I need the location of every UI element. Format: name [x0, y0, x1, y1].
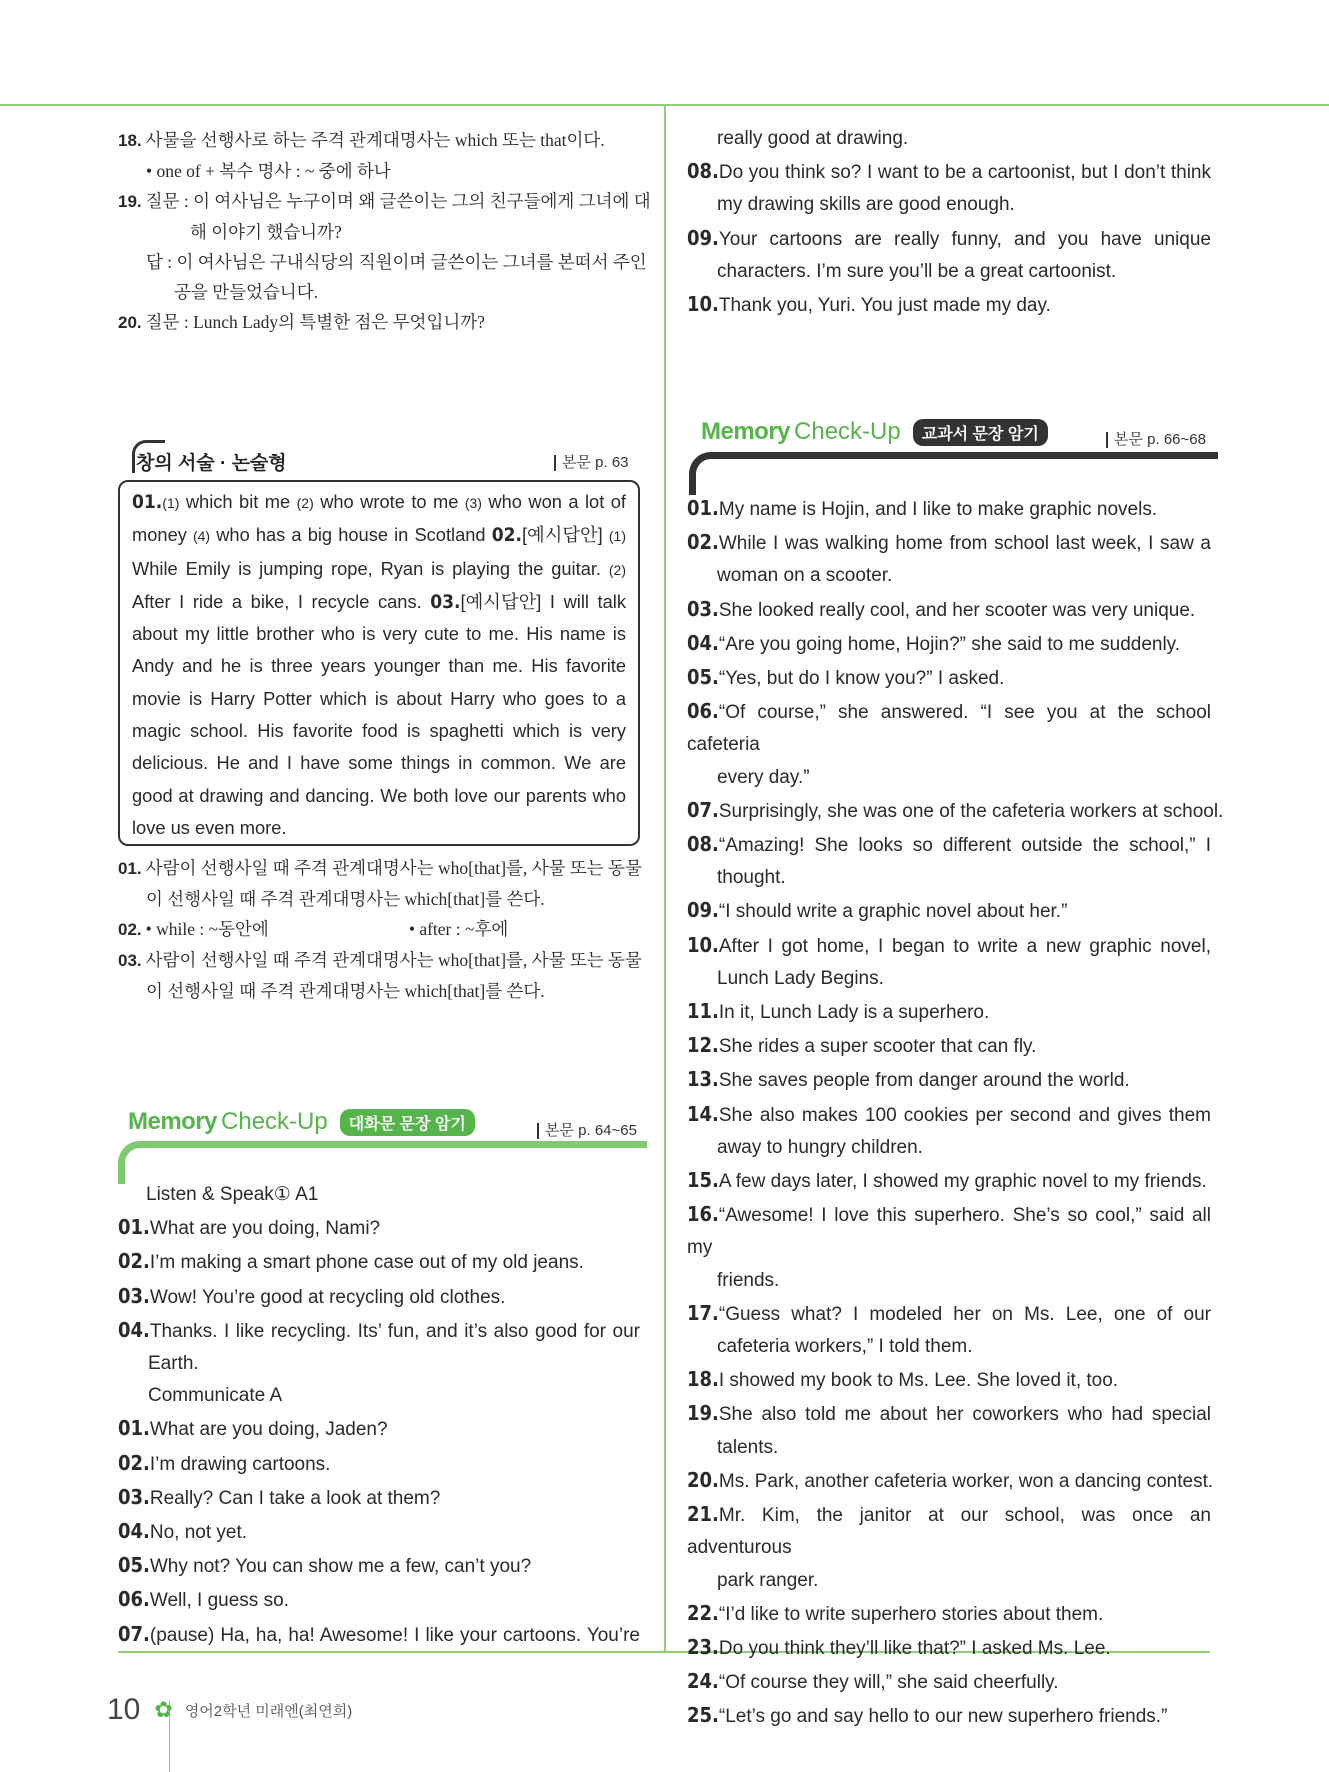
explanation-text: • while : ~동안에	[145, 919, 269, 939]
checkup-label: Check-Up	[221, 1108, 328, 1135]
checkup-label: Check-Up	[794, 418, 901, 445]
sentence-text: She rides a super scooter that can fly.	[718, 1036, 1037, 1058]
sentence-line	[687, 256, 1211, 288]
explanation-text: • after : ~후에	[408, 919, 509, 939]
answer-part: who wrote to me	[313, 491, 465, 512]
sub-number: (2)	[296, 495, 314, 511]
sentence-line	[118, 1211, 640, 1245]
sentence-line	[687, 762, 1211, 794]
sentence-text: “I should write a graphic novel about her.”	[718, 901, 1068, 923]
sentence-line	[687, 995, 1211, 1029]
sentence-text: Really? Can I take a look at them?	[149, 1487, 441, 1509]
sentence-text: “Guess what? I modeled her on Ms. Lee, one of our	[718, 1303, 1211, 1325]
sentence-number: 19.	[687, 1401, 719, 1426]
explanation-text: 사람이 선행사일 때 주격 관계대명사는 who[that]를, 사물 또는 동물	[145, 858, 642, 878]
sentence-line	[687, 1498, 1211, 1564]
sentence-line	[118, 1447, 640, 1481]
sentence-text: What are you doing, Jaden?	[149, 1419, 388, 1441]
sentence-text: Thanks. I like recycling. Its’ fun, and it’s also good for our	[149, 1320, 640, 1342]
left-mid-explanations	[118, 853, 648, 1006]
sentence-number: 04.	[687, 630, 719, 655]
explanation-line	[118, 217, 648, 247]
explanation-line	[118, 884, 648, 914]
answer-number: 03.	[430, 590, 461, 613]
sentence-number: 01.	[687, 496, 719, 520]
dialog-section-badge: 대화문 문장 암기	[340, 1109, 475, 1136]
item-number: 18.	[118, 131, 142, 150]
item-number: 01.	[118, 859, 142, 878]
item-number: 20.	[118, 313, 142, 332]
sentence-text: “Amazing! She looks so different outside the school,” I	[718, 835, 1211, 857]
sentence-line	[687, 222, 1211, 256]
sentence-line	[118, 1583, 640, 1617]
sentence-text: I’m drawing cartoons.	[149, 1453, 331, 1475]
sentence-text: away to hungry children.	[717, 1136, 923, 1158]
explanation-text: 질문 : 이 여사님은 누구이며 왜 글쓴이는 그의 친구들에게 그녀에 대	[145, 191, 651, 211]
sentence-line	[687, 288, 1211, 322]
sentence-line	[687, 1565, 1211, 1597]
sentence-line	[118, 1245, 640, 1279]
sentence-number: 12.	[687, 1033, 719, 1058]
sentence-line	[687, 492, 1211, 526]
column-divider	[664, 104, 666, 1652]
sentence-text: I’m making a smart phone case out of my old jeans.	[149, 1252, 584, 1274]
sentence-line	[118, 1179, 640, 1211]
right-top-lines	[687, 123, 1211, 322]
sentence-line	[687, 862, 1211, 894]
sentence-number: 05.	[118, 1553, 150, 1578]
sentence-number: 02.	[118, 1249, 150, 1274]
sentence-number: 25.	[687, 1703, 719, 1728]
sentence-line	[118, 1314, 640, 1348]
sentence-line	[687, 560, 1211, 592]
sentence-text: She also told me about her coworkers who had special	[718, 1404, 1211, 1426]
sentence-text: woman on a scooter.	[717, 565, 893, 587]
sentence-number: 09.	[687, 225, 719, 250]
answer-part: I will talk about my little brother who is very cute to me. His name is Andy and he is three years younger than me. His favorite movie is Harry Potter which is about Harry who goes to a magic school. His favorite food is spaghetti which is very delicious. He and I have some things in common. We are good at drawing and dancing. We both love our parents who love us even more.	[132, 590, 626, 838]
sentence-line	[687, 1464, 1214, 1498]
sentence-line	[687, 1098, 1211, 1132]
textbook-section-badge: 교과서 문장 암기	[913, 419, 1048, 446]
sentence-text: “Of course they will,” she said cheerfully.	[718, 1672, 1059, 1694]
sentence-number: 08.	[687, 832, 719, 857]
sentence-line	[687, 1331, 1211, 1363]
sentence-line	[118, 1280, 640, 1314]
dialog-lines	[118, 1179, 640, 1652]
sentence-number: 07.	[118, 1621, 150, 1646]
leaf-icon: ✿	[154, 1697, 173, 1722]
sentence-text: She also makes 100 cookies per second and gives them	[718, 1104, 1211, 1126]
writing-section-ref: 본문 p. 63	[554, 455, 629, 471]
sentence-line	[687, 1029, 1211, 1063]
explanation-line	[118, 307, 648, 338]
sentence-text: Earth.	[148, 1353, 199, 1375]
sentence-number: 03.	[118, 1283, 150, 1308]
sentence-number: 10.	[687, 292, 719, 317]
explanation-text: 해 이야기 했습니까?	[190, 222, 342, 242]
sentence-number: 23.	[687, 1634, 719, 1659]
memory-label: Memory	[128, 1108, 218, 1135]
sentence-text: park ranger.	[717, 1569, 819, 1591]
explanation-line	[118, 247, 648, 277]
sentence-line	[118, 1549, 640, 1583]
sentence-number: 04.	[118, 1317, 150, 1342]
sentence-line	[687, 1063, 1211, 1097]
sentence-text: My name is Hojin, and I like to make graphic novels.	[718, 499, 1158, 520]
sentence-text: I showed my book to Ms. Lee. She loved it, too.	[718, 1370, 1119, 1392]
textbook-lines	[687, 492, 1224, 1734]
writing-answer-text	[132, 486, 626, 844]
sentence-number: 02.	[118, 1450, 150, 1475]
answer-part: After I ride a bike, I recycle cans.	[132, 590, 431, 612]
sentence-text: Do you think so? I want to be a cartoonist, but I don’t think	[718, 162, 1211, 184]
sentence-line	[118, 1380, 640, 1412]
sentence-text: “Are you going home, Hojin?” she said to me suddenly.	[718, 633, 1181, 655]
sentence-line	[687, 1631, 1211, 1665]
sentence-line	[118, 1515, 640, 1549]
answer-number: 01.	[132, 491, 163, 513]
textbook-section-ref: 본문 p. 66~68	[1106, 432, 1206, 448]
sentence-line	[118, 1348, 640, 1380]
answer-number: 02.	[491, 524, 522, 547]
sentence-line	[687, 1363, 1211, 1397]
sentence-number: 05.	[687, 665, 719, 690]
sentence-line	[687, 963, 1211, 995]
left-top-answers	[118, 125, 651, 338]
sentence-line	[687, 1665, 1211, 1699]
sentence-line	[687, 123, 1211, 155]
answer-part: who won a lot of money	[132, 491, 626, 546]
sentence-line	[687, 593, 1211, 627]
sentence-text: (pause) Ha, ha, ha! Awesome! I like your cartoons. You’re	[149, 1624, 640, 1646]
sentence-text: “Let’s go and say hello to our new superhero friends.”	[718, 1706, 1168, 1728]
sentence-number: 02.	[687, 530, 719, 555]
sentence-text: Ms. Park, another cafeteria worker, won a dancing contest.	[718, 1470, 1214, 1492]
sentence-line	[687, 1699, 1211, 1733]
explanation-text: 이 선행사일 때 주격 관계대명사는 which[that]를 쓴다.	[146, 981, 545, 1001]
sentence-line	[687, 661, 1211, 695]
answer-part: While Emily is jumping rope, Ryan is playing the guitar.	[132, 557, 609, 579]
sentence-number: 17.	[687, 1300, 719, 1325]
example-answer-label: [예시답안]	[460, 590, 542, 612]
series-title: 영어2학년 미래엔(최연희)	[184, 1702, 353, 1720]
sentence-line	[687, 695, 1211, 761]
sentence-text: While I was walking home from school last week, I saw a	[718, 533, 1211, 555]
explanation-line	[118, 186, 651, 217]
explanation-text: 사물을 선행사로 하는 주격 관계대명사는 which 또는 that이다.	[145, 130, 605, 150]
explanation-line	[118, 945, 648, 976]
sentence-number: 01.	[118, 1215, 150, 1240]
explanation-line	[118, 125, 648, 156]
page-footer	[107, 1693, 352, 1727]
sentence-text: “Awesome! I love this superhero. She’s so cool,” said all my	[687, 1205, 1211, 1259]
sentence-text: Wow! You’re good at recycling old clothes.	[149, 1286, 506, 1308]
explanation-line	[118, 156, 648, 186]
explanation-text: 사람이 선행사일 때 주격 관계대명사는 who[that]를, 사물 또는 동물	[145, 950, 642, 970]
sentence-number: 07.	[687, 797, 719, 822]
sentence-number: 03.	[687, 596, 719, 621]
sentence-number: 16.	[687, 1202, 719, 1227]
explanation-text: • one of + 복수 명사 : ~ 중에 하나	[146, 161, 391, 181]
sub-number: (1)	[162, 495, 180, 511]
sentence-text: talents.	[717, 1436, 779, 1458]
sentence-number: 11.	[687, 999, 719, 1024]
sentence-number: 20.	[687, 1467, 719, 1492]
explanation-text: 질문 : Lunch Lady의 특별한 점은 무엇입니까?	[145, 312, 485, 332]
sentence-text: really good at drawing.	[717, 128, 909, 149]
sentence-text: Thank you, Yuri. You just made my day.	[718, 295, 1051, 317]
sentence-number: 03.	[118, 1484, 150, 1509]
sentence-text: every day.”	[717, 766, 810, 788]
sentence-text: She saves people from danger around the world.	[718, 1070, 1130, 1092]
sentence-line	[687, 1397, 1211, 1431]
sentence-text: “Of course,” she answered. “I see you at the school cafeteria	[687, 702, 1211, 756]
sentence-line	[687, 155, 1211, 189]
sentence-number: 06.	[687, 699, 719, 724]
sentence-line	[687, 794, 1224, 828]
sentence-line	[687, 526, 1211, 560]
writing-answer-box	[118, 480, 640, 846]
explanation-line	[118, 853, 648, 884]
sentence-line	[687, 1597, 1211, 1631]
example-answer-label: [예시답안]	[521, 524, 603, 546]
item-number: 02.	[118, 920, 142, 939]
sentence-text: What are you doing, Nami?	[149, 1218, 381, 1240]
sentence-text: After I got home, I began to write a new graphic novel,	[718, 935, 1211, 957]
answer-part: who has a big house in Scotland	[210, 524, 492, 546]
explanation-text: 이 선행사일 때 주격 관계대명사는 which[that]를 쓴다.	[146, 889, 545, 909]
writing-section-title: 창의 서술 · 논술형	[136, 453, 287, 474]
sentence-number: 24.	[687, 1669, 719, 1694]
sub-number: (3)	[464, 495, 482, 511]
explanation-line	[118, 976, 648, 1006]
explanation-line	[118, 277, 648, 307]
sentence-text: friends.	[717, 1269, 780, 1291]
sentence-number: 22.	[687, 1600, 719, 1625]
page-number: 10	[107, 1693, 141, 1726]
sentence-line	[687, 1297, 1211, 1331]
dialog-section-hook	[118, 1141, 647, 1184]
sentence-text: my drawing skills are good enough.	[717, 194, 1015, 216]
sentence-line	[118, 1412, 640, 1446]
sentence-number: 10.	[687, 932, 719, 957]
sentence-number: 04.	[118, 1519, 150, 1544]
sentence-line	[687, 894, 1211, 928]
sentence-number: 18.	[687, 1367, 719, 1392]
sentence-number: 09.	[687, 898, 719, 923]
sentence-text: Your cartoons are really funny, and you have unique	[718, 228, 1211, 250]
dialog-section-title	[128, 1108, 475, 1136]
writing-section-hook	[132, 440, 165, 473]
sentence-line	[118, 1618, 640, 1652]
answer-part: which bit me	[179, 491, 297, 512]
sentence-line	[687, 929, 1211, 963]
sub-number: (1)	[608, 528, 626, 545]
item-number: 19.	[118, 192, 142, 211]
sentence-text: “Yes, but do I know you?” I asked.	[718, 668, 1005, 690]
sentence-line	[687, 1132, 1211, 1164]
sentence-line	[687, 627, 1211, 661]
explanation-text: 답 : 이 여사님은 구내식당의 직원이며 글쓴이는 그녀를 본떠서 주인	[146, 252, 647, 272]
explanation-line	[118, 914, 648, 945]
sentence-text: No, not yet.	[149, 1522, 248, 1544]
dialog-section-ref: 본문 p. 64~65	[537, 1123, 637, 1139]
sentence-number: 21.	[687, 1502, 719, 1527]
sentence-text: Communicate A	[148, 1385, 283, 1407]
sentence-text: She looked really cool, and her scooter was very unique.	[718, 599, 1196, 621]
sub-number: (4)	[192, 528, 211, 545]
sentence-text: Listen & Speak① A1	[146, 1184, 319, 1205]
sentence-text: characters. I’m sure you’ll be a great cartoonist.	[717, 260, 1117, 282]
sentence-number: 08.	[687, 159, 719, 184]
sentence-text: A few days later, I showed my graphic novel to my friends.	[718, 1171, 1207, 1193]
item-number: 03.	[118, 951, 142, 970]
sentence-text: cafeteria workers,” I told them.	[717, 1336, 973, 1358]
sentence-line	[687, 189, 1211, 221]
sentence-text: In it, Lunch Lady is a superhero.	[718, 1002, 990, 1024]
sentence-number: 01.	[118, 1416, 150, 1441]
sentence-line	[687, 1164, 1211, 1198]
explanation-text: 공을 만들었습니다.	[174, 282, 318, 302]
textbook-section-hook	[689, 452, 1218, 495]
sentence-number: 15.	[687, 1168, 719, 1193]
sentence-text: thought.	[717, 867, 786, 889]
sentence-line	[687, 1198, 1211, 1264]
sentence-number: 14.	[687, 1101, 719, 1126]
sentence-text: Surprisingly, she was one of the cafeteria workers at school.	[718, 800, 1224, 822]
sentence-text: Do you think they’ll like that?” I asked Ms. Lee.	[718, 1637, 1111, 1659]
memory-label: Memory	[701, 418, 791, 445]
sentence-text: Why not? You can show me a few, can’t you?	[149, 1556, 532, 1578]
sentence-line	[687, 1432, 1211, 1464]
sentence-line	[118, 1481, 640, 1515]
sentence-number: 13.	[687, 1067, 719, 1092]
sentence-text: Mr. Kim, the janitor at our school, was once an adventurous	[687, 1505, 1211, 1559]
sentence-line	[687, 828, 1211, 862]
sentence-number: 06.	[118, 1587, 150, 1612]
sentence-text: Lunch Lady Begins.	[717, 967, 884, 989]
sentence-line	[687, 1265, 1211, 1297]
sub-number: (2)	[608, 561, 626, 578]
sentence-text: Well, I guess so.	[149, 1590, 289, 1612]
textbook-section-title	[701, 418, 1048, 446]
sentence-text: “I’d like to write superhero stories about them.	[718, 1603, 1104, 1625]
